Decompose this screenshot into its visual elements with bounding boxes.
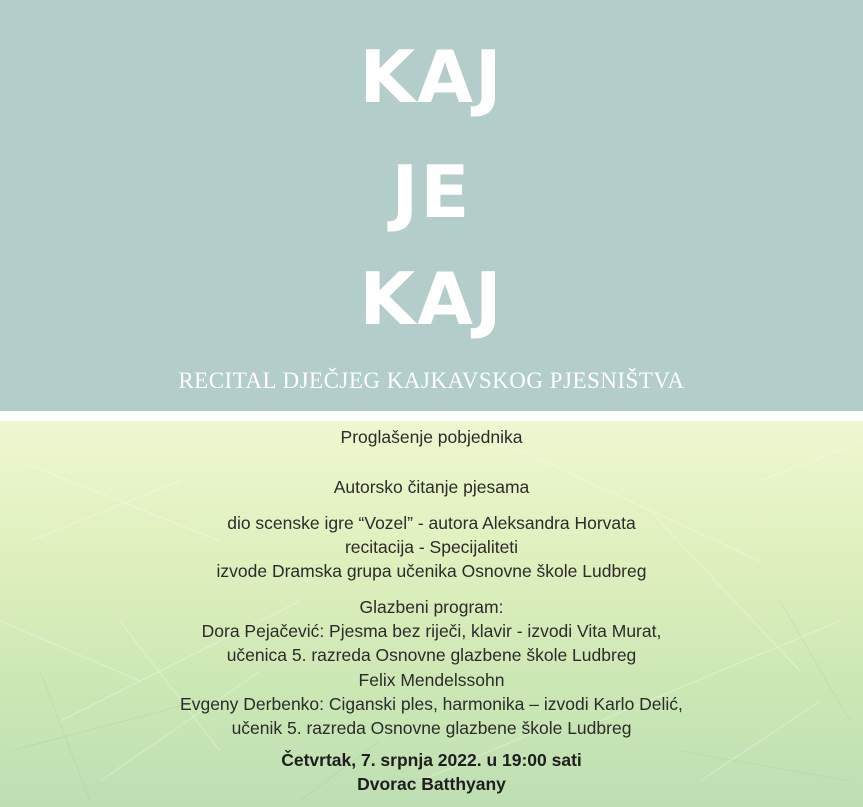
program-line: Dora Pejačević: Pjesma bez riječi, klavir - izvodi Vita Murat, <box>201 621 662 641</box>
event-date-time: Četvrtak, 7. srpnja 2022. u 19:00 sati <box>281 750 582 770</box>
program-panel <box>0 421 863 807</box>
program-line: dio scenske igre “Vozel” - autora Aleksandra Horvata <box>227 513 636 533</box>
program-line: Evgeny Derbenko: Ciganski ples, harmonika – izvodi Karlo Delić, <box>180 694 683 714</box>
subtitle: RECITAL DJEČJEG KAJKAVSKOG PJESNIŠTVA <box>178 368 685 393</box>
program-line: Autorsko čitanje pjesama <box>333 477 530 497</box>
program-line: Glazbeni program: <box>359 597 504 617</box>
program-line: Felix Mendelssohn <box>358 670 505 690</box>
title-word-2: JE <box>391 150 472 234</box>
program-line: izvode Dramska grupa učenika Osnovne škole Ludbreg <box>216 561 647 581</box>
program-line: učenica 5. razreda Osnovne glazbene škole Ludbreg <box>226 645 637 665</box>
program-line: učenik 5. razreda Osnovne glazbene škole Ludbreg <box>231 718 632 738</box>
program-line: Proglašenje pobjednika <box>340 427 523 447</box>
title-word-1: KAJ <box>359 35 504 119</box>
event-venue: Dvorac Batthyany <box>357 774 506 794</box>
divider <box>0 411 863 421</box>
title-word-3: KAJ <box>359 257 504 341</box>
program-line: recitacija - Specijaliteti <box>344 537 519 557</box>
